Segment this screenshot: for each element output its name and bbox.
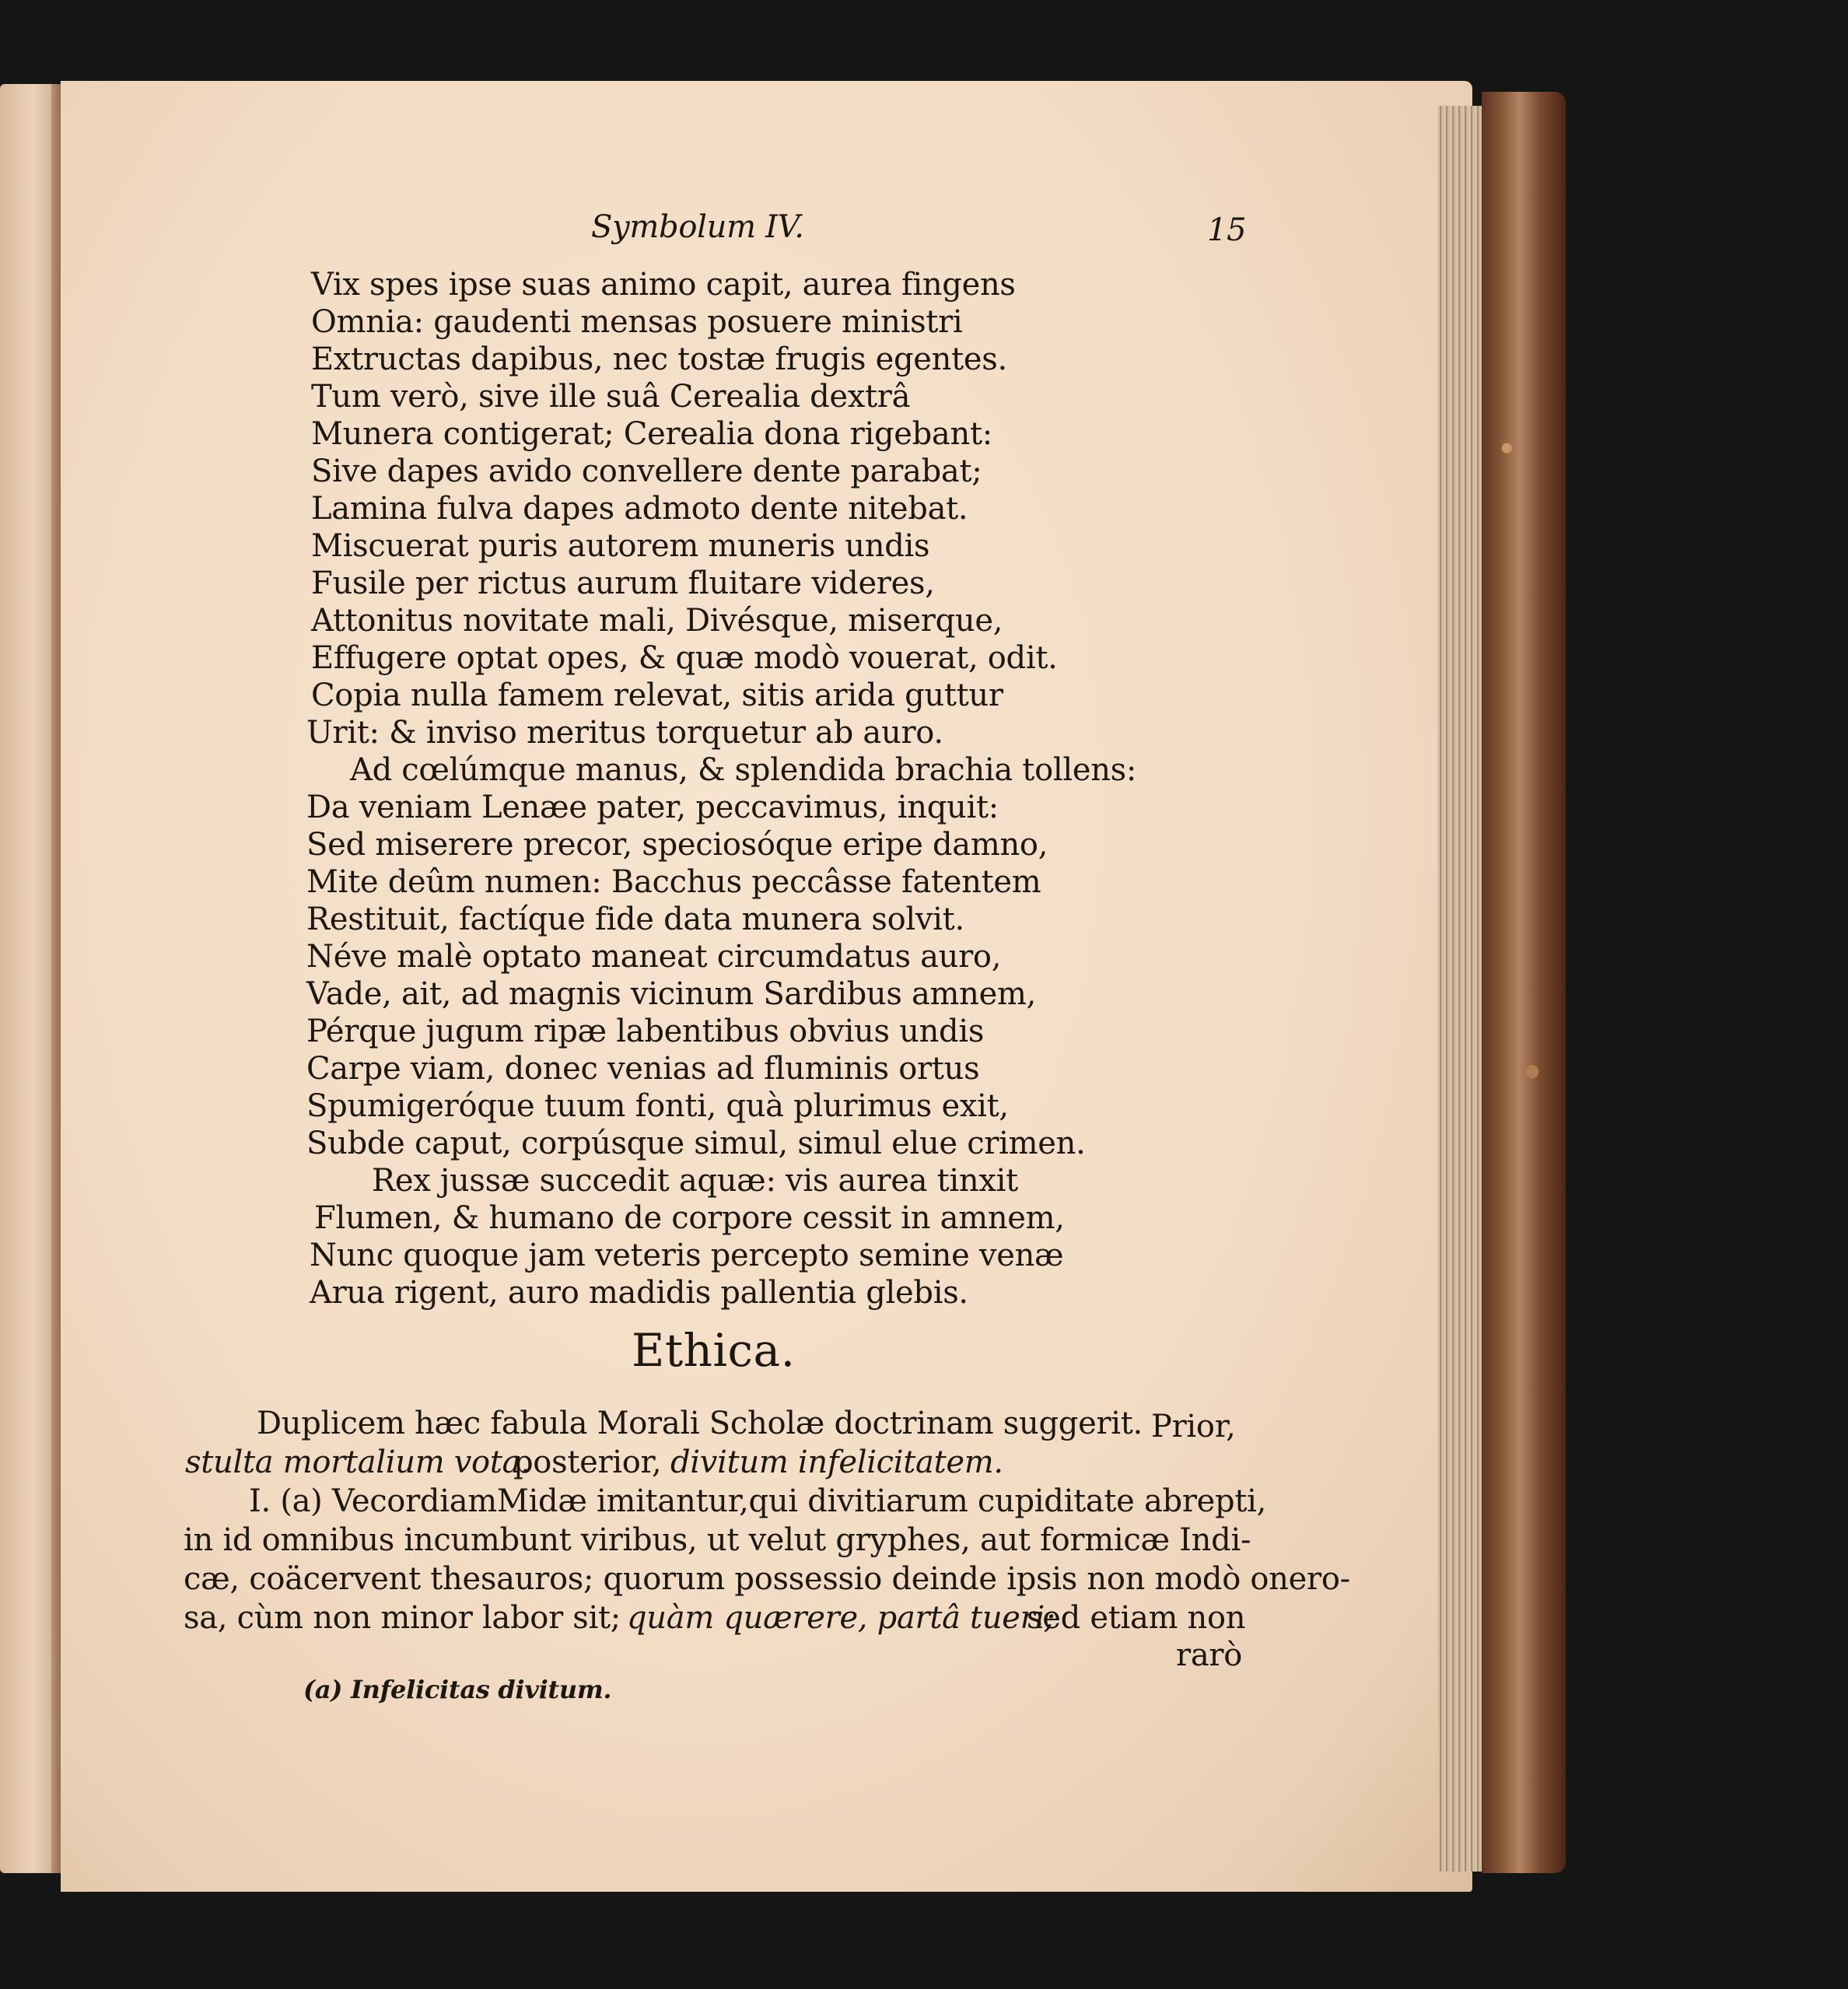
poem-line: Néve malè optato maneat circumdatus auro,: [306, 939, 1002, 975]
poem-line: Sed miserere precor, speciosóque eripe damno,: [306, 827, 1048, 863]
poem-line: Nunc quoque jam veteris percepto semine venæ: [310, 1238, 1064, 1273]
prose-line: in id omnibus incumbunt viribus, ut velut gryphes, aut formicæ Indi-: [184, 1522, 1251, 1558]
poem-line: Omnia: gaudenti mensas posuere ministri: [311, 304, 963, 340]
poem-line: Carpe viam, donec venias ad fluminis ortus: [306, 1051, 980, 1087]
poem-line: Copia nulla famem relevat, sitis arida guttur: [311, 678, 1003, 713]
poem-line: Miscuerat puris autorem muneris undis: [311, 528, 930, 564]
prose-italic-phrase: divitum infelicitatem.: [670, 1444, 1003, 1480]
poem-line: Flumen, & humano de corpore cessit in amnem,: [314, 1200, 1065, 1236]
running-title: Symbolum IV.: [591, 209, 804, 245]
poem-line: Sive dapes avido convellere dente parabat;: [311, 453, 982, 489]
poem-line: Fusile per rictus aurum fluitare videres,: [311, 566, 935, 601]
prose-line: Duplicem hæc fabula Morali Scholæ doctrinam suggerit.: [257, 1406, 1143, 1441]
poem-line: Urit: & inviso meritus torquetur ab auro.: [306, 715, 943, 751]
poem-line: Pérque jugum ripæ labentibus obvius undis: [306, 1014, 985, 1049]
prose-line-end: Prior,: [1151, 1409, 1236, 1444]
poem-line: Lamina fulva dapes admoto dente nitebat.: [311, 491, 968, 527]
poem-line: Tum verò, sive ille suâ Cerealia dextrâ: [311, 379, 911, 415]
prose-line: cæ, coäcervent thesauros; quorum possessio deinde ipsis non modò onero-: [184, 1561, 1350, 1597]
prose-line-end: sed etiam non: [1027, 1600, 1246, 1636]
poem-line: Mite deûm numen: Bacchus peccâsse fatentem: [306, 864, 1041, 900]
poem-line: Vix spes ipse suas animo capit, aurea fingens: [311, 267, 1016, 303]
book-binding: [1482, 92, 1566, 1873]
poem-line: Extructas dapibus, nec tostæ frugis egentes.: [311, 341, 1007, 377]
poem-line: Vade, ait, ad magnis vicinum Sardibus amnem,: [306, 976, 1037, 1012]
prose-italic-phrase: quàm quærere, partâ tueri;: [627, 1600, 1055, 1636]
poem-line: Da veniam Lenæe pater, peccavimus, inquit:: [306, 790, 999, 825]
catchword: rarò: [1176, 1637, 1242, 1673]
prose-line: sa, cùm non minor labor sit;: [184, 1600, 621, 1636]
prose-line: I. (a) VecordiamMidæ imitantur,qui divitiarum cupiditate abrepti,: [249, 1483, 1267, 1519]
poem-line: Ad cœlúmque manus, & splendida brachia tollens:: [350, 752, 1137, 788]
poem-line: Subde caput, corpúsque simul, simul elue crimen.: [306, 1126, 1086, 1161]
prose-word: posterior,: [513, 1444, 662, 1480]
poem-line: Effugere optat opes, & quæ modò vouerat, odit.: [311, 640, 1058, 676]
poem-line: Attonitus novitate mali, Divésque, miserque,: [311, 603, 1003, 639]
poem-line: Rex jussæ succedit aquæ: vis aurea tinxit: [372, 1163, 1018, 1199]
poem-line: Arua rigent, auro madidis pallentia glebis.: [310, 1275, 968, 1311]
poem-line: Restituit, factíque fide data munera solvit.: [306, 902, 964, 937]
section-heading: Ethica.: [632, 1324, 796, 1377]
prose-italic-phrase: stulta mortalium vota.: [185, 1444, 530, 1480]
footnote: (a) Infelicitas divitum.: [303, 1675, 612, 1704]
poem-line: Munera contigerat; Cerealia dona rigebant:: [311, 416, 992, 452]
poem-line: Spumigeróque tuum fonti, quà plurimus exit,: [306, 1088, 1009, 1124]
page-number: 15: [1207, 212, 1247, 248]
